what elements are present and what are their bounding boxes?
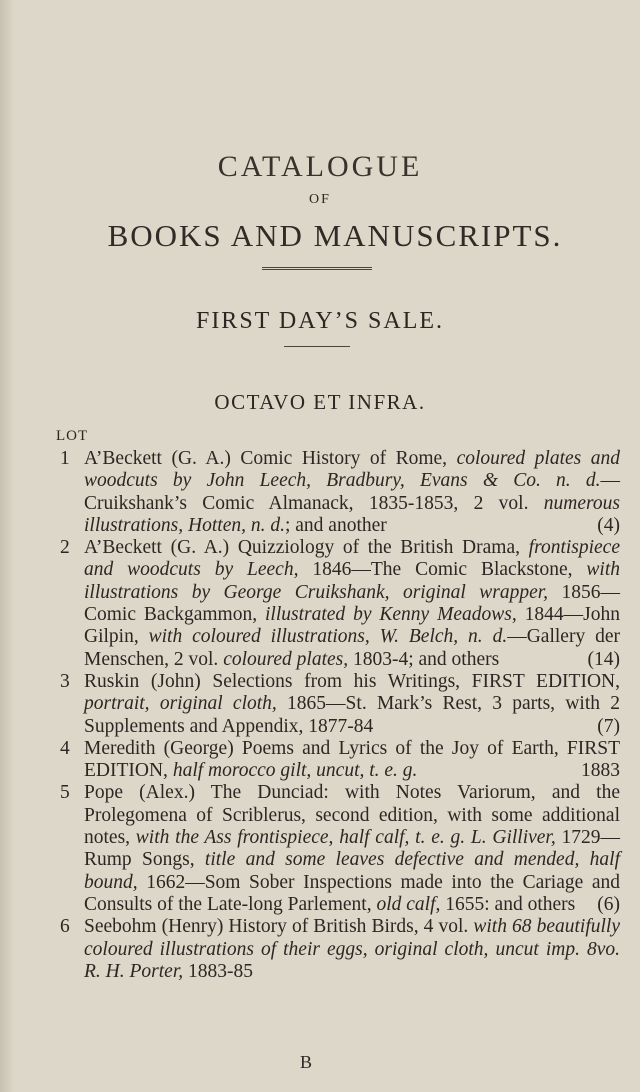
lot-entry [60, 537, 620, 671]
lot-description-italic: imp. 8vo. [538, 938, 621, 960]
section-heading: OCTAVO ET INFRA. [214, 390, 426, 414]
lot-entry [60, 671, 620, 738]
lot-entry [60, 916, 620, 983]
lot-description: Ruskin (John) Selections from his Writings, FIRST EDITION, [84, 670, 620, 692]
lot-quantity: 1883 [581, 760, 620, 782]
lot-description: Pope (Alex.) The Dunciad: with Notes Variorum, and the Prolegomena of Scriblerus, second edition, with some additional notes, [84, 782, 620, 849]
lot-description: 1655: and others [440, 893, 576, 915]
lot-column-label: LOT [56, 428, 89, 444]
lot-number: 4 [60, 737, 70, 759]
lot-number: 1 [60, 448, 70, 469]
lot-entry [60, 448, 620, 537]
lot-description-italic: with coloured illustrations, W. Belch, n. d. [148, 626, 508, 648]
lot-description-italic: frontispiece and woodcuts by Leech, [84, 537, 620, 581]
lot-number: 2 [60, 537, 70, 559]
catalogue-heading: CATALOGUE [217, 150, 423, 183]
lot-description: 1844—John Gilpin, [84, 604, 620, 648]
lot-description-italic: half morocco gilt, uncut, t. e. g. [172, 760, 418, 782]
lot-description: Meredith (George) Poems and Lyrics of the Joy of Earth, FIRST EDITION, [84, 737, 620, 782]
lot-description: 1856—Comic Backgammon, [84, 581, 620, 626]
lot-description: 1662—Som Sober Inspections made into the Cariage and Consults of the Late-long Parlement, [84, 871, 620, 915]
signature-mark: B [300, 1052, 313, 1072]
lot-description: Seebohm (Henry) History of British Birds, 4 vol. [84, 916, 474, 938]
lot-description-italic: portrait, original cloth, [84, 693, 277, 715]
lot-description-italic: R. H. Porter, [84, 960, 184, 982]
lot-quantity: (6) [597, 893, 620, 915]
lot-number: 6 [60, 916, 70, 938]
lot-entry [60, 782, 620, 916]
lot-list [60, 448, 620, 983]
heading-divider [262, 267, 372, 270]
lot-description-italic: coloured plates, [223, 648, 349, 670]
lot-entry [60, 738, 620, 783]
of-heading: OF [309, 192, 331, 207]
lot-description: 1846—The Comic Blackstone, [298, 559, 587, 581]
lot-description-italic: coloured plates and woodcuts by John Leech, Bradbury, Evans & Co. n. d. [84, 448, 621, 492]
lot-description: 1865—St. Mark’s Rest, 3 parts, with 2 Supplements and Appendix, 1877-84 [84, 693, 621, 737]
sale-heading: FIRST DAY’S SALE. [195, 308, 445, 334]
sale-divider [284, 346, 350, 347]
lot-number: 5 [60, 782, 70, 804]
lot-description-italic: with the Ass frontispiece, half calf, t. e. g. L. Gilliver, [135, 827, 556, 849]
subject-heading: BOOKS AND MANUSCRIPTS. [107, 218, 563, 253]
lot-quantity: (14) [587, 648, 620, 670]
lot-description: —Gallery der Menschen, 2 vol. [84, 626, 620, 670]
lot-description-italic: title and some leaves defective and mended, half bound, [84, 849, 620, 893]
lot-description: 1803-4; and others [348, 648, 500, 670]
lot-description-italic: with illustrations by George Cruikshank, original wrapper, [84, 559, 620, 603]
lot-description-italic: numerous illustrations, Hotten, n. d. [84, 492, 620, 536]
lot-description: A’Beckett (G. A.) Comic History of Rome, [84, 448, 457, 469]
lot-quantity: (7) [597, 715, 620, 737]
lot-description: 1883-85 [183, 960, 253, 982]
lot-description: ; and another [284, 514, 387, 536]
lot-quantity: (4) [597, 514, 620, 536]
lot-description: —Cruikshank’s Comic Almanack, 1835-1853, 2 vol. [84, 470, 620, 514]
lot-description: A’Beckett (G. A.) Quizziology of the British Drama, [84, 537, 529, 559]
lot-number: 3 [60, 670, 70, 692]
lot-description-italic: old calf, [376, 893, 441, 915]
lot-description-italic: with 68 beautifully coloured illustrations of their eggs, original cloth, uncut [84, 916, 620, 960]
lot-description-italic: illustrated by Kenny Meadows, [265, 604, 517, 626]
lot-description: 1729—Rump Songs, [84, 827, 620, 871]
